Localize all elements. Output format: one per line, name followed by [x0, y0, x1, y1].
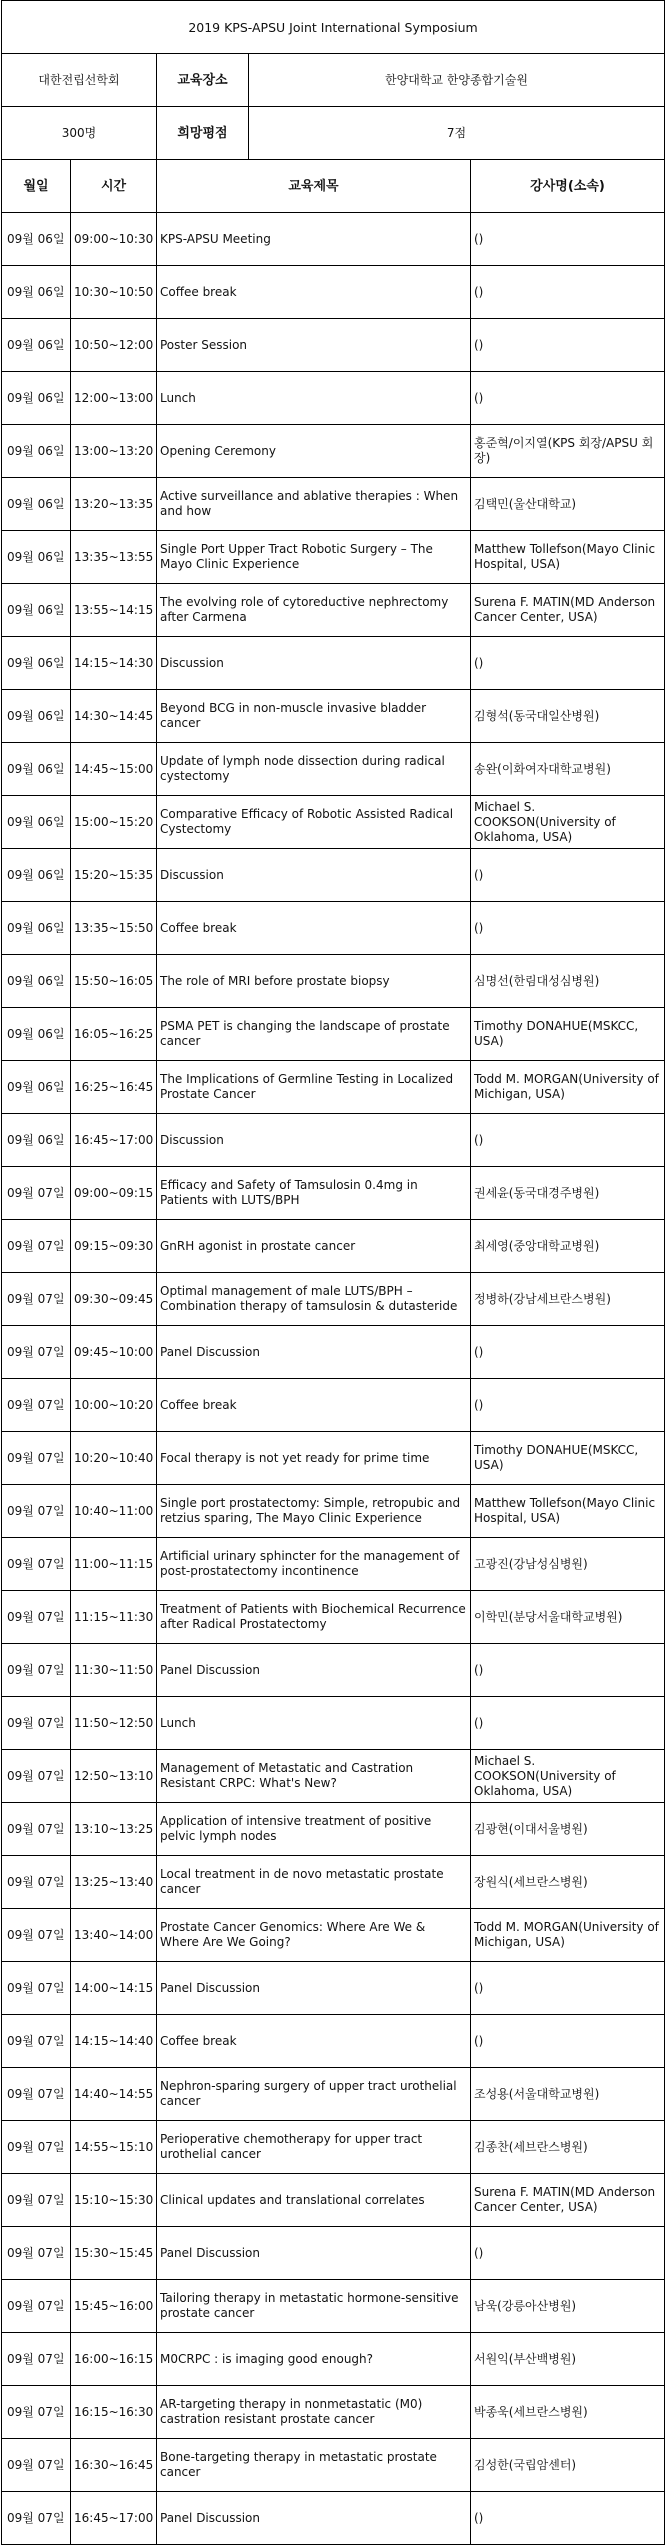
session-date: 09월 06일 [2, 955, 71, 1008]
session-speaker: () [471, 2227, 665, 2280]
session-time: 16:30~16:45 [71, 2439, 157, 2492]
table-row [2, 213, 665, 266]
session-time: 10:50~12:00 [71, 319, 157, 372]
session-speaker: Surena F. MATIN(MD Anderson Cancer Center, USA) [471, 584, 665, 637]
session-subject: Coffee break [157, 1379, 471, 1432]
session-speaker: 김종찬(세브란스병원) [471, 2121, 665, 2174]
session-date: 09월 07일 [2, 2333, 71, 2386]
session-speaker: Todd M. MORGAN(University of Michigan, USA) [471, 1909, 665, 1962]
session-date: 09월 06일 [2, 743, 71, 796]
session-time: 10:00~10:20 [71, 1379, 157, 1432]
session-subject: M0CRPC : is imaging good enough? [157, 2333, 471, 2386]
session-subject: Update of lymph node dissection during radical cystectomy [157, 743, 471, 796]
session-date: 09월 07일 [2, 1432, 71, 1485]
session-subject: Single port prostatectomy: Simple, retropubic and retzius sparing, The Mayo Clinic Experience [157, 1485, 471, 1538]
table-row [2, 796, 665, 849]
session-time: 10:20~10:40 [71, 1432, 157, 1485]
session-subject: Treatment of Patients with Biochemical Recurrence after Radical Prostatectomy [157, 1591, 471, 1644]
session-speaker: () [471, 1697, 665, 1750]
session-date: 09월 06일 [2, 902, 71, 955]
table-row [2, 2333, 665, 2386]
session-time: 13:25~13:40 [71, 1856, 157, 1909]
session-subject: Clinical updates and translational correlates [157, 2174, 471, 2227]
session-time: 14:40~14:55 [71, 2068, 157, 2121]
header-speaker: 강사명(소속) [471, 160, 665, 213]
header-subject: 교육제목 [157, 160, 471, 213]
session-subject: Prostate Cancer Genomics: Where Are We & Where Are We Going? [157, 1909, 471, 1962]
table-row [2, 1379, 665, 1432]
session-subject: Management of Metastatic and Castration Resistant CRPC: What's New? [157, 1750, 471, 1803]
table-row [2, 743, 665, 796]
session-time: 13:10~13:25 [71, 1803, 157, 1856]
session-speaker: () [471, 266, 665, 319]
session-time: 14:30~14:45 [71, 690, 157, 743]
session-date: 09월 07일 [2, 2174, 71, 2227]
session-speaker: Timothy DONAHUE(MSKCC, USA) [471, 1008, 665, 1061]
session-date: 09월 07일 [2, 2015, 71, 2068]
session-speaker: () [471, 2492, 665, 2545]
table-row [2, 902, 665, 955]
session-date: 09월 07일 [2, 2386, 71, 2439]
session-subject: Nephron-sparing surgery of upper tract urothelial cancer [157, 2068, 471, 2121]
session-time: 11:50~12:50 [71, 1697, 157, 1750]
session-subject: The Implications of Germline Testing in Localized Prostate Cancer [157, 1061, 471, 1114]
session-subject: Panel Discussion [157, 2492, 471, 2545]
table-row [2, 2492, 665, 2545]
header-row [2, 160, 665, 213]
session-speaker: 장원식(세브란스병원) [471, 1856, 665, 1909]
session-speaker: Matthew Tollefson(Mayo Clinic Hospital, USA) [471, 531, 665, 584]
capacity: 300명 [2, 107, 157, 160]
session-time: 16:25~16:45 [71, 1061, 157, 1114]
session-speaker: () [471, 1644, 665, 1697]
session-time: 16:05~16:25 [71, 1008, 157, 1061]
session-speaker: 권세윤(동국대경주병원) [471, 1167, 665, 1220]
table-row [2, 1803, 665, 1856]
session-date: 09월 07일 [2, 1485, 71, 1538]
session-time: 10:30~10:50 [71, 266, 157, 319]
session-time: 14:55~15:10 [71, 2121, 157, 2174]
session-date: 09월 07일 [2, 1379, 71, 1432]
table-row [2, 1220, 665, 1273]
table-row [2, 690, 665, 743]
session-date: 09월 07일 [2, 2227, 71, 2280]
session-speaker: Todd M. MORGAN(University of Michigan, USA) [471, 1061, 665, 1114]
session-date: 09월 07일 [2, 1644, 71, 1697]
session-time: 13:55~14:15 [71, 584, 157, 637]
session-subject: AR-targeting therapy in nonmetastatic (M0) castration resistant prostate cancer [157, 2386, 471, 2439]
session-speaker: () [471, 319, 665, 372]
table-row [2, 2015, 665, 2068]
table-row [2, 637, 665, 690]
session-time: 15:00~15:20 [71, 796, 157, 849]
session-speaker: 서원익(부산백병원) [471, 2333, 665, 2386]
session-speaker: () [471, 1114, 665, 1167]
session-speaker: 정병하(강남세브란스병원) [471, 1273, 665, 1326]
table-row [2, 1644, 665, 1697]
session-time: 09:45~10:00 [71, 1326, 157, 1379]
table-row [2, 1485, 665, 1538]
session-date: 09월 07일 [2, 2492, 71, 2545]
session-date: 09월 06일 [2, 1008, 71, 1061]
table-row [2, 266, 665, 319]
table-row [2, 849, 665, 902]
session-speaker: () [471, 1326, 665, 1379]
session-date: 09월 06일 [2, 266, 71, 319]
table-row [2, 372, 665, 425]
session-date: 09월 07일 [2, 1273, 71, 1326]
session-date: 09월 06일 [2, 1061, 71, 1114]
table-row [2, 2121, 665, 2174]
session-time: 15:30~15:45 [71, 2227, 157, 2280]
session-time: 15:45~16:00 [71, 2280, 157, 2333]
session-subject: Opening Ceremony [157, 425, 471, 478]
table-row [2, 531, 665, 584]
session-date: 09월 07일 [2, 2121, 71, 2174]
session-time: 14:45~15:00 [71, 743, 157, 796]
session-speaker: 심명선(한림대성심병원) [471, 955, 665, 1008]
session-speaker: Michael S. COOKSON(University of Oklahoma, USA) [471, 796, 665, 849]
session-date: 09월 07일 [2, 1750, 71, 1803]
session-speaker: Matthew Tollefson(Mayo Clinic Hospital, USA) [471, 1485, 665, 1538]
session-time: 11:00~11:15 [71, 1538, 157, 1591]
session-speaker: () [471, 2015, 665, 2068]
session-time: 09:00~09:15 [71, 1167, 157, 1220]
table-row [2, 425, 665, 478]
session-date: 09월 07일 [2, 2439, 71, 2492]
session-subject: Local treatment in de novo metastatic prostate cancer [157, 1856, 471, 1909]
table-row [2, 1008, 665, 1061]
session-date: 09월 06일 [2, 425, 71, 478]
table-row [2, 1697, 665, 1750]
session-speaker: 이학민(분당서울대학교병원) [471, 1591, 665, 1644]
session-time: 12:00~13:00 [71, 372, 157, 425]
session-speaker: () [471, 213, 665, 266]
session-speaker: () [471, 1379, 665, 1432]
session-speaker: 고광진(강남성심병원) [471, 1538, 665, 1591]
session-speaker: () [471, 902, 665, 955]
session-date: 09월 06일 [2, 1114, 71, 1167]
session-date: 09월 07일 [2, 1220, 71, 1273]
session-subject: Coffee break [157, 902, 471, 955]
schedule-table [1, 0, 665, 2545]
session-date: 09월 06일 [2, 213, 71, 266]
header-date: 월일 [2, 160, 71, 213]
symposium-title: 2019 KPS-APSU Joint International Symposium [2, 1, 665, 54]
table-row [2, 2174, 665, 2227]
session-subject: Artificial urinary sphincter for the management of post-prostatectomy incontinence [157, 1538, 471, 1591]
session-time: 14:15~14:40 [71, 2015, 157, 2068]
table-row [2, 2386, 665, 2439]
session-time: 10:40~11:00 [71, 1485, 157, 1538]
session-date: 09월 07일 [2, 1697, 71, 1750]
session-subject: GnRH agonist in prostate cancer [157, 1220, 471, 1273]
points-label: 희망평점 [157, 107, 249, 159]
session-time: 12:50~13:10 [71, 1750, 157, 1803]
table-row [2, 2068, 665, 2121]
session-speaker: 김광현(이대서울병원) [471, 1803, 665, 1856]
table-row [2, 1273, 665, 1326]
session-speaker: 김성한(국립암센터) [471, 2439, 665, 2492]
session-date: 09월 07일 [2, 1326, 71, 1379]
session-time: 13:20~13:35 [71, 478, 157, 531]
session-time: 13:35~13:55 [71, 531, 157, 584]
session-subject: Panel Discussion [157, 1644, 471, 1697]
session-date: 09월 06일 [2, 637, 71, 690]
session-subject: Panel Discussion [157, 1326, 471, 1379]
session-time: 09:30~09:45 [71, 1273, 157, 1326]
session-speaker: 조성용(서울대학교병원) [471, 2068, 665, 2121]
session-date: 09월 06일 [2, 690, 71, 743]
session-subject: Comparative Efficacy of Robotic Assisted Radical Cystectomy [157, 796, 471, 849]
session-date: 09월 07일 [2, 1538, 71, 1591]
session-speaker: () [471, 849, 665, 902]
session-date: 09월 06일 [2, 372, 71, 425]
table-row [2, 1856, 665, 1909]
session-speaker: () [471, 1962, 665, 2015]
session-subject: KPS-APSU Meeting [157, 213, 471, 266]
table-row [2, 2227, 665, 2280]
session-subject: Poster Session [157, 319, 471, 372]
session-speaker: () [471, 637, 665, 690]
session-date: 09월 06일 [2, 796, 71, 849]
session-speaker: 박종욱(세브란스병원) [471, 2386, 665, 2439]
session-speaker: 김형석(동국대일산병원) [471, 690, 665, 743]
session-time: 16:15~16:30 [71, 2386, 157, 2439]
session-subject: Panel Discussion [157, 1962, 471, 2015]
session-time: 14:00~14:15 [71, 1962, 157, 2015]
session-speaker: Surena F. MATIN(MD Anderson Cancer Center, USA) [471, 2174, 665, 2227]
session-time: 09:00~10:30 [71, 213, 157, 266]
session-subject: Bone-targeting therapy in metastatic prostate cancer [157, 2439, 471, 2492]
table-row [2, 1909, 665, 1962]
session-time: 09:15~09:30 [71, 1220, 157, 1273]
info-row-venue [2, 54, 665, 107]
session-date: 09월 06일 [2, 478, 71, 531]
session-subject: The evolving role of cytoreductive nephrectomy after Carmena [157, 584, 471, 637]
session-time: 15:10~15:30 [71, 2174, 157, 2227]
table-row [2, 1061, 665, 1114]
session-date: 09월 06일 [2, 584, 71, 637]
table-row [2, 1538, 665, 1591]
session-speaker: Michael S. COOKSON(University of Oklahoma, USA) [471, 1750, 665, 1803]
session-subject: Discussion [157, 1114, 471, 1167]
session-subject: Coffee break [157, 2015, 471, 2068]
table-row [2, 2439, 665, 2492]
session-date: 09월 07일 [2, 1167, 71, 1220]
table-row [2, 1962, 665, 2015]
session-time: 14:15~14:30 [71, 637, 157, 690]
session-speaker: 홍준혁/이지열(KPS 회장/APSU 회장) [471, 425, 665, 478]
session-time: 13:35~15:50 [71, 902, 157, 955]
session-date: 09월 07일 [2, 1591, 71, 1644]
session-time: 15:50~16:05 [71, 955, 157, 1008]
session-date: 09월 07일 [2, 2068, 71, 2121]
session-subject: PSMA PET is changing the landscape of prostate cancer [157, 1008, 471, 1061]
session-subject: Lunch [157, 372, 471, 425]
session-speaker: () [471, 372, 665, 425]
session-date: 09월 06일 [2, 319, 71, 372]
organization: 대한전립선학회 [2, 54, 157, 107]
session-date: 09월 06일 [2, 849, 71, 902]
session-subject: Active surveillance and ablative therapies : When and how [157, 478, 471, 531]
title-row [2, 1, 665, 54]
table-row [2, 955, 665, 1008]
table-row [2, 1326, 665, 1379]
session-date: 09월 07일 [2, 1909, 71, 1962]
table-row [2, 1114, 665, 1167]
table-row [2, 1591, 665, 1644]
session-speaker: 최세영(중앙대학교병원) [471, 1220, 665, 1273]
table-row [2, 1750, 665, 1803]
session-subject: Efficacy and Safety of Tamsulosin 0.4mg in Patients with LUTS/BPH [157, 1167, 471, 1220]
session-subject: Coffee break [157, 266, 471, 319]
session-time: 16:00~16:15 [71, 2333, 157, 2386]
session-speaker: 송완(이화여자대학교병원) [471, 743, 665, 796]
table-row [2, 1167, 665, 1220]
session-subject: Optimal management of male LUTS/BPH – Combination therapy of tamsulosin & dutasteride [157, 1273, 471, 1326]
table-row [2, 584, 665, 637]
session-date: 09월 07일 [2, 2280, 71, 2333]
session-subject: Lunch [157, 1697, 471, 1750]
session-subject: Discussion [157, 849, 471, 902]
session-subject: Application of intensive treatment of positive pelvic lymph nodes [157, 1803, 471, 1856]
session-speaker: Timothy DONAHUE(MSKCC, USA) [471, 1432, 665, 1485]
session-subject: Focal therapy is not yet ready for prime time [157, 1432, 471, 1485]
venue: 한양대학교 한양종합기술원 [385, 72, 528, 87]
session-subject: Panel Discussion [157, 2227, 471, 2280]
session-date: 09월 07일 [2, 1856, 71, 1909]
session-date: 09월 07일 [2, 1962, 71, 2015]
table-row [2, 2280, 665, 2333]
session-date: 09월 07일 [2, 1803, 71, 1856]
table-row [2, 1432, 665, 1485]
session-time: 11:30~11:50 [71, 1644, 157, 1697]
session-time: 11:15~11:30 [71, 1591, 157, 1644]
session-time: 16:45~17:00 [71, 1114, 157, 1167]
header-time: 시간 [71, 160, 157, 213]
session-subject: Perioperative chemotherapy for upper tract urothelial cancer [157, 2121, 471, 2174]
table-row [2, 478, 665, 531]
session-time: 15:20~15:35 [71, 849, 157, 902]
session-subject: The role of MRI before prostate biopsy [157, 955, 471, 1008]
session-time: 16:45~17:00 [71, 2492, 157, 2545]
session-speaker: 김택민(울산대학교) [471, 478, 665, 531]
points: 7점 [446, 125, 467, 140]
session-date: 09월 06일 [2, 531, 71, 584]
session-time: 13:00~13:20 [71, 425, 157, 478]
session-subject: Tailoring therapy in metastatic hormone-sensitive prostate cancer [157, 2280, 471, 2333]
session-time: 13:40~14:00 [71, 1909, 157, 1962]
session-speaker: 남욱(강릉아산병원) [471, 2280, 665, 2333]
session-subject: Discussion [157, 637, 471, 690]
session-subject: Beyond BCG in non-muscle invasive bladder cancer [157, 690, 471, 743]
table-row [2, 319, 665, 372]
venue-label: 교육장소 [157, 54, 249, 106]
session-subject: Single Port Upper Tract Robotic Surgery – The Mayo Clinic Experience [157, 531, 471, 584]
info-row-points [2, 107, 665, 160]
